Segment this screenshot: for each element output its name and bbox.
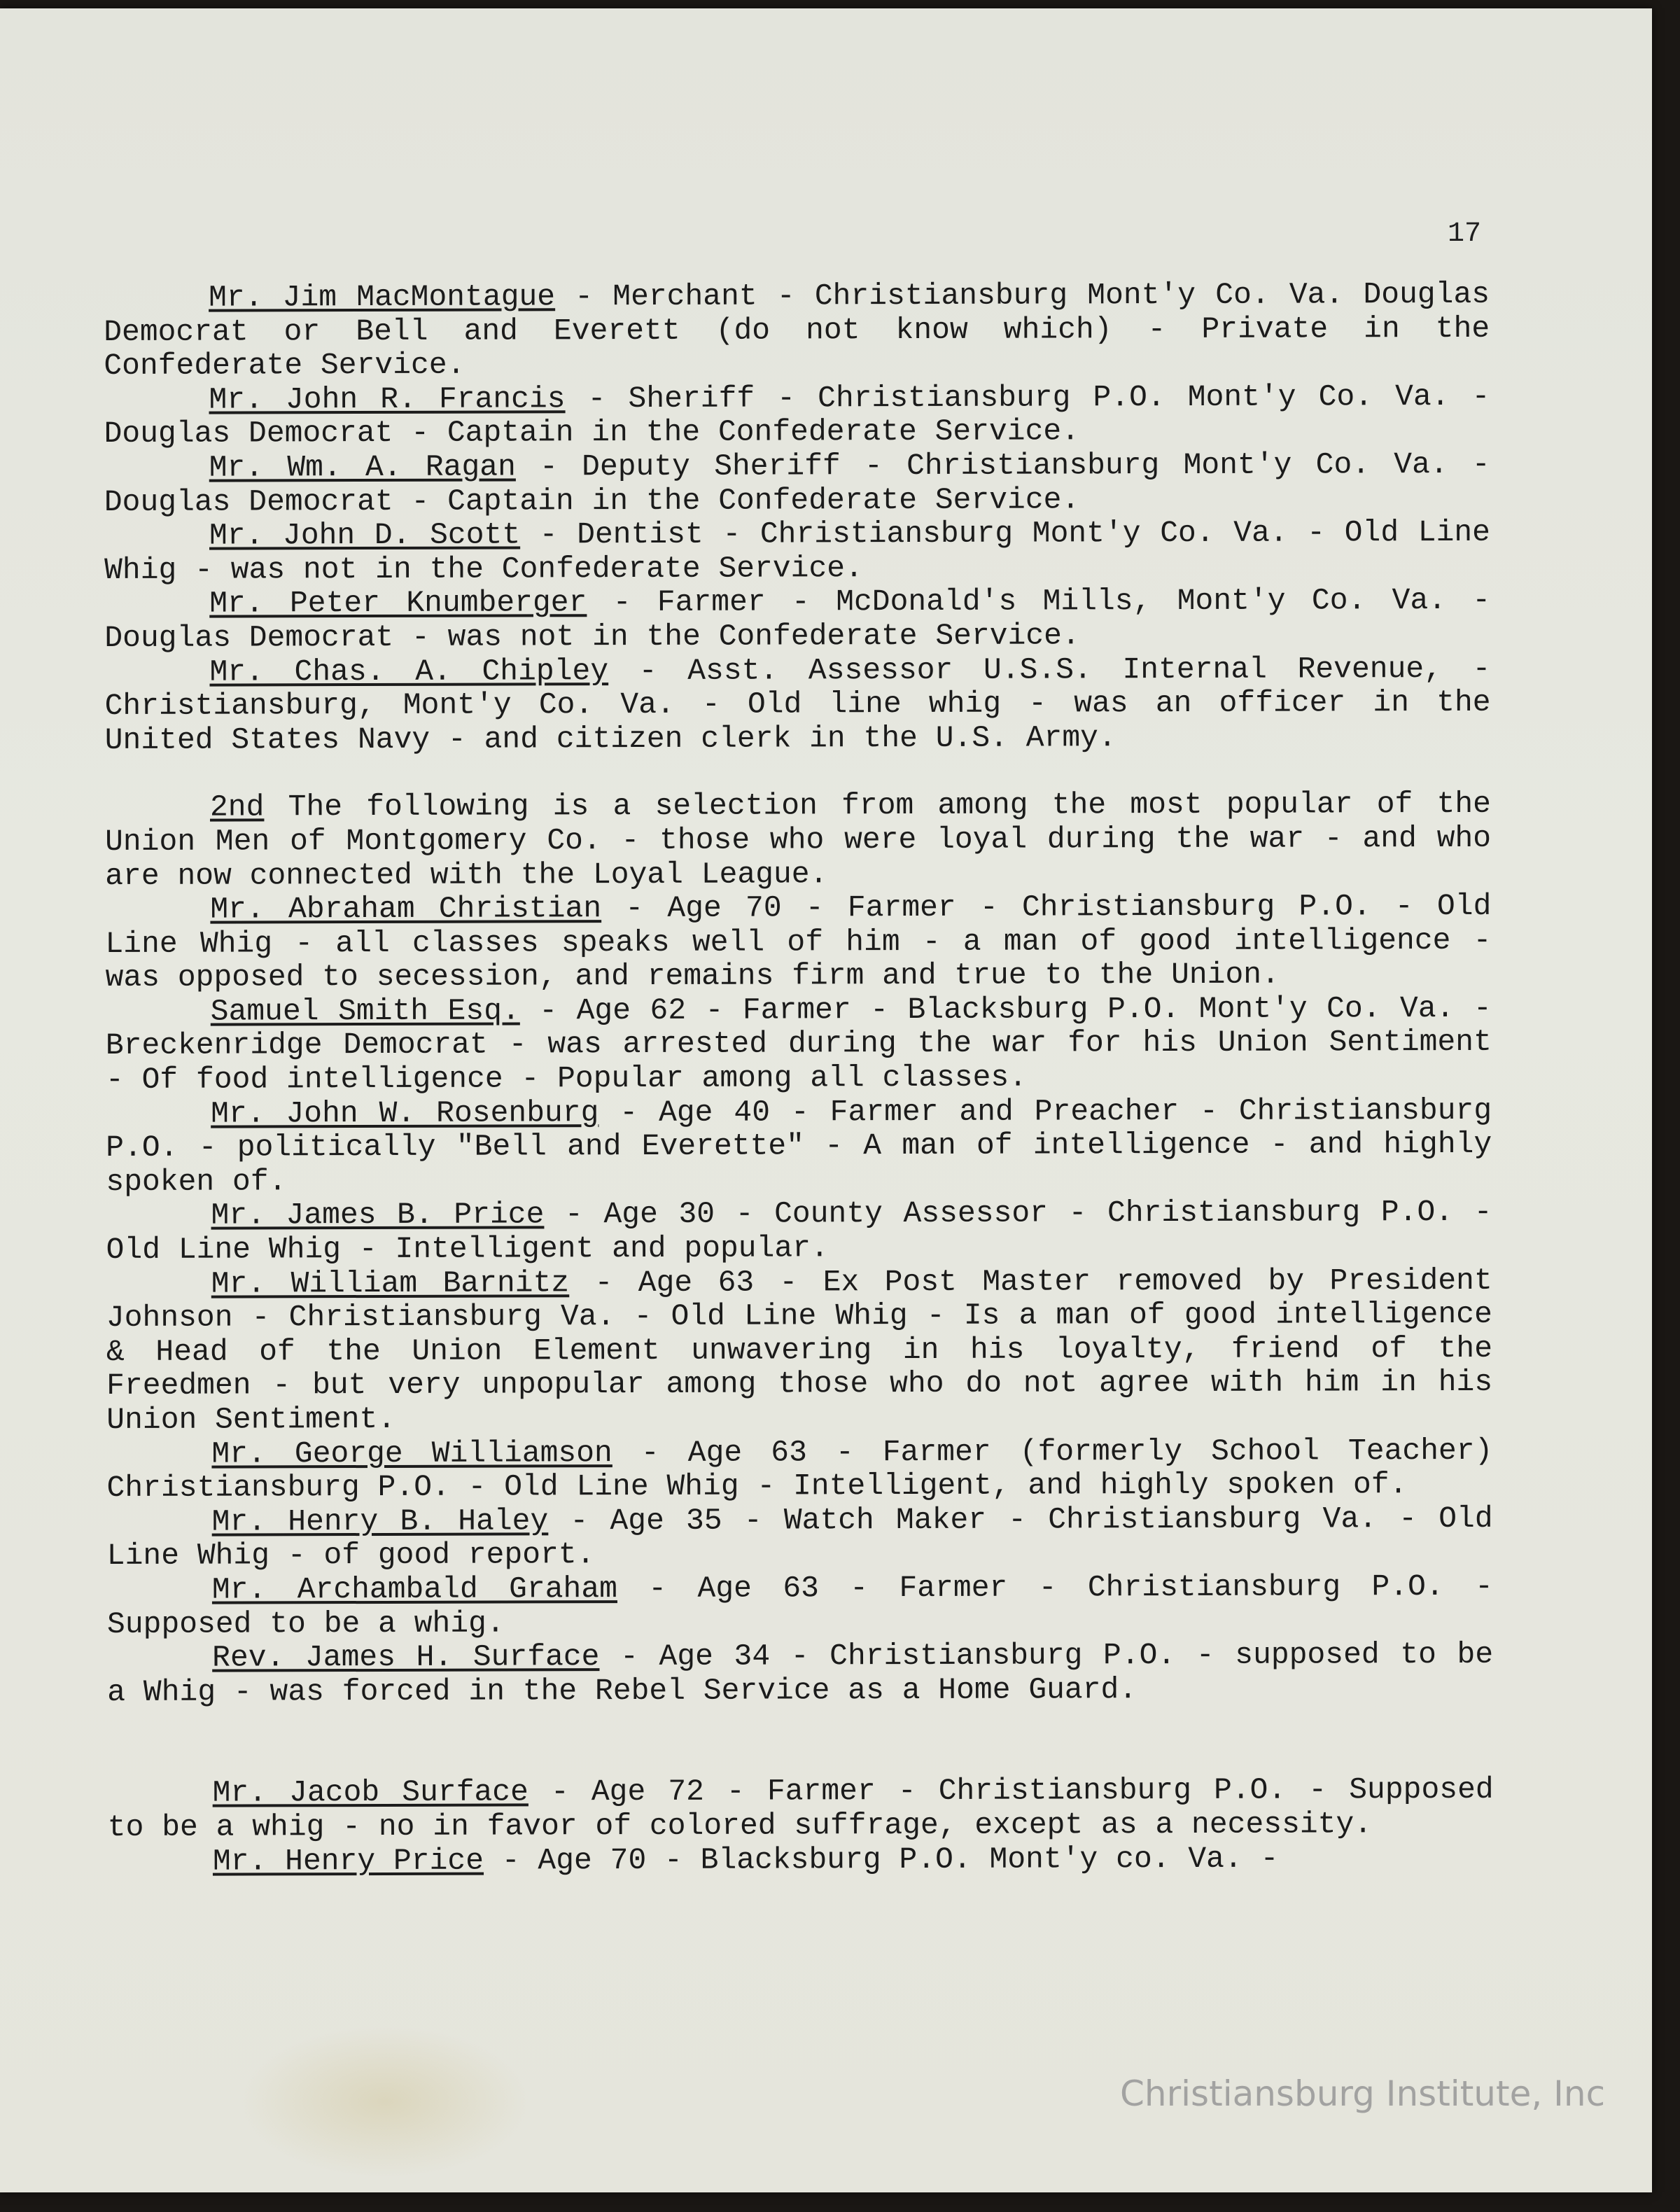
paper-stain (238, 2024, 532, 2178)
entry-macmontague (104, 278, 1490, 384)
person-name: Mr. John D. Scott (209, 517, 521, 553)
entry-jacob-surface (108, 1773, 1494, 1844)
entry-james-surface (107, 1638, 1493, 1709)
entry-williamson (106, 1434, 1492, 1505)
person-name: Mr. Archambald Graham (211, 1572, 618, 1607)
entry-text: - Asst. Assessor U.S.S. Internal Revenue, - Christiansburg, Mont'y Co. Va. - Old line whig - was an officer in the United States Navy - and citizen clerk in the U.S. Army. (104, 651, 1491, 757)
section-intro-text: The following is a selection from among the most popular of the Union Men of Montgomery Co. - those who were loyal during the war - and who are now connected with the Loyal League. (105, 787, 1492, 893)
entry-text: - Farmer - McDonald's Mills, Mont'y Co. Va. - Douglas Democrat - was not in the Confederate Service. (104, 583, 1491, 655)
person-name: Mr. Wm. A. Ragan (209, 449, 516, 485)
entry-text: - Dentist - Christiansburg Mont'y Co. Va. - Old Line Whig - was not in the Confederate Service. (104, 514, 1491, 587)
entry-text: - Age 70 - Farmer - Christiansburg P.O. - Old Line Whig - all classes speaks well of him - a man of good intelligence - was opposed to secession, and remains firm and true to the Union. (105, 888, 1492, 995)
entry-ragan (104, 448, 1490, 519)
person-name: Mr. George Williamson (211, 1435, 612, 1471)
entry-text: - Age 72 - Farmer - Christiansburg P.O. - Supposed to be a whig - no in favor of colored suffrage, except as a necessity. (107, 1772, 1494, 1844)
person-name: Rev. James H. Surface (212, 1639, 600, 1675)
entry-text: - Age 35 - Watch Maker - Christiansburg Va. - Old Line Whig - of good report. (106, 1501, 1493, 1574)
entry-graham (107, 1570, 1493, 1642)
person-name: Mr. Jacob Surface (212, 1774, 528, 1810)
entry-text: - Age 30 - County Assessor - Christiansburg P.O. - Old Line Whig - Intelligent and popular. (106, 1195, 1492, 1268)
entry-text: - Age 63 - Ex Post Master removed by President Johnson - Christiansburg Va. - Old Line Whig - Is a man of good intelligence & Head of the Union Element unwavering in his loyalty, friend of the Freedmen - but very unpopular among those who do not agree with him in his Union Sentiment. (106, 1263, 1493, 1437)
watermark: Christiansburg Institute, Inc (1120, 2073, 1606, 2114)
person-name: Mr. Henry B. Haley (211, 1504, 549, 1539)
entry-rosenburg (106, 1093, 1492, 1199)
section-intro (105, 788, 1491, 893)
entry-haley (107, 1502, 1493, 1574)
person-name: Mr. Henry Price (212, 1843, 484, 1879)
person-name: Mr. James B. Price (211, 1197, 545, 1233)
entry-christian (105, 890, 1491, 995)
entry-chipley (104, 652, 1490, 757)
entry-text: - Age 63 - Farmer (formerly School Teacher) Christiansburg P.O. - Old Line Whig - Intelligent, and highly spoken of. (106, 1433, 1493, 1506)
person-name: Mr. William Barnitz (211, 1265, 570, 1301)
entry-text: - Age 70 - Blacksburg P.O. Mont'y co. Va. - (483, 1841, 1279, 1878)
person-name: Mr. Chas. A. Chipley (209, 653, 609, 690)
entry-text: - Sheriff - Christiansburg P.O. Mont'y Co. Va. - Douglas Democrat - Captain in the Confederate Service. (104, 379, 1490, 451)
person-name: Mr. John W. Rosenburg (211, 1095, 599, 1131)
entry-scott (104, 516, 1490, 587)
entry-text: - Age 62 - Farmer - Blacksburg P.O. Mont'y Co. Va. - Breckenridge Democrat - was arrested during the war for his Union Sentiment - Of food intelligence - Popular among all classes. (105, 990, 1492, 1098)
entry-knumberger (104, 584, 1490, 655)
entry-text: - Age 40 - Farmer and Preacher - Christiansburg P.O. - politically "Bell and Everette" - A man of intelligence - and highly spoken of. (106, 1093, 1492, 1199)
person-name: Mr. John R. Francis (209, 382, 566, 417)
document-body (104, 278, 1494, 1879)
person-name: Samuel Smith Esq. (210, 993, 520, 1029)
document-page (0, 8, 1652, 2192)
entry-james-price (106, 1196, 1492, 1267)
entry-barnitz (106, 1264, 1493, 1437)
entry-francis (104, 380, 1490, 451)
entry-text: - Age 63 - Farmer - Christiansburg P.O. - Supposed to be a whig. (106, 1569, 1493, 1642)
person-name: Mr. Abraham Christian (210, 891, 602, 927)
entry-smith (106, 992, 1492, 1098)
entry-henry-price (108, 1841, 1494, 1879)
entry-text: - Merchant - Christiansburg Mont'y Co. Va. Douglas Democrat or Bell and Everett (do not know which) - Private in the Confederate Service. (104, 276, 1490, 384)
section-marker: 2nd (209, 790, 265, 825)
entry-text: - Age 34 - Christiansburg P.O. - supposed to be a Whig - was forced in the Rebel Service as a Home Guard. (107, 1637, 1494, 1709)
entry-text: - Deputy Sheriff - Christiansburg Mont'y Co. Va. - Douglas Democrat - Captain in the Confederate Service. (104, 447, 1490, 519)
person-name: Mr. Peter Knumberger (209, 585, 587, 621)
person-name: Mr. Jim MacMontague (208, 279, 556, 315)
page-number: 17 (1448, 218, 1482, 250)
